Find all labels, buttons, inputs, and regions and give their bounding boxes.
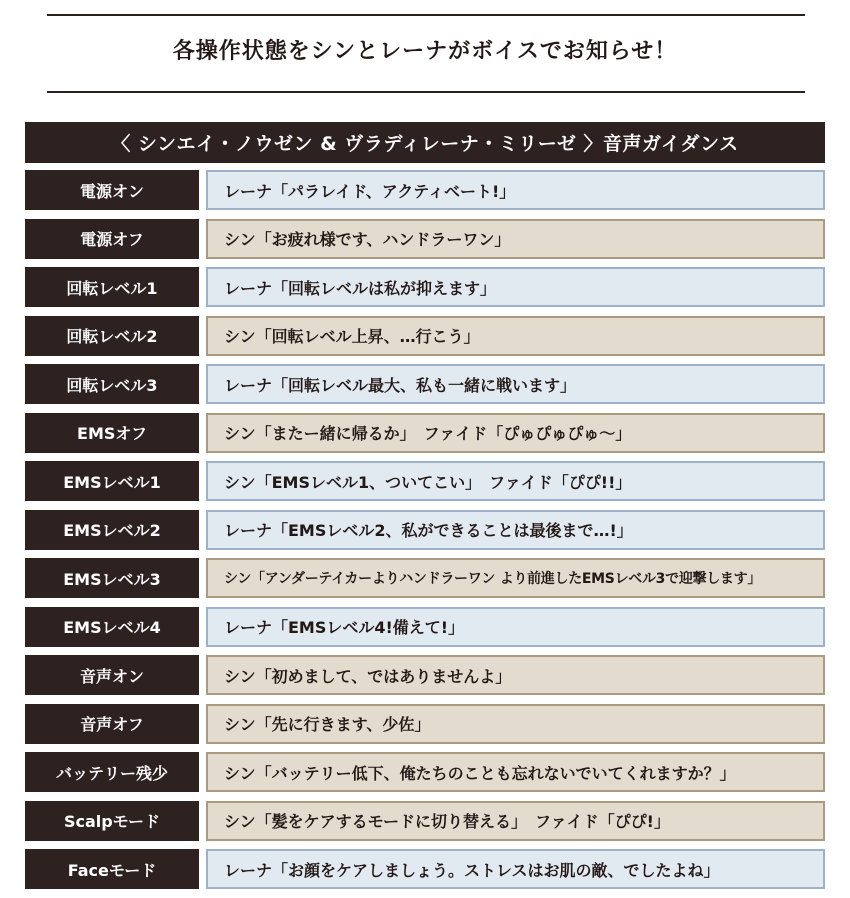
mode-label: EMSレベル4 bbox=[25, 607, 199, 647]
mode-label: 回転レベル1 bbox=[25, 267, 199, 307]
voice-line: シン「またー緒に帰るか」 ファイド「ぴゅぴゅぴゅ～」 bbox=[206, 413, 825, 453]
voice-line: シン「お疲れ様です、ハンドラーワン」 bbox=[206, 219, 825, 259]
mode-label: Faceモード bbox=[25, 849, 199, 889]
table-row bbox=[25, 219, 825, 259]
mode-label: Scalpモード bbox=[25, 801, 199, 841]
bottom-divider bbox=[47, 91, 805, 93]
voice-line: シン「初めまして、ではありませんよ」 bbox=[206, 655, 825, 695]
voice-line: シン「先に行きます、少佐」 bbox=[206, 704, 825, 744]
voice-line: シン「バッテリー低下、俺たちのことも忘れないでいてくれますか？」 bbox=[206, 752, 825, 792]
top-divider bbox=[47, 14, 805, 16]
voice-line: レーナ「パラレイド、アクティベート!」 bbox=[206, 170, 825, 210]
mode-label: EMSレベル3 bbox=[25, 558, 199, 598]
mode-label: バッテリー残少 bbox=[25, 752, 199, 792]
mode-label: EMSレベル1 bbox=[25, 461, 199, 501]
page-heading: 各操作状態をシンとレーナがボイスでお知らせ！ bbox=[172, 39, 678, 64]
table-row bbox=[25, 510, 825, 550]
voice-guidance-banner: 〈 シンエイ・ノウゼン & ヴラディレーナ・ミリーゼ 〉音声ガイダンス bbox=[25, 122, 825, 163]
mode-label: 電源オフ bbox=[25, 219, 199, 259]
voice-line: シン「アンダーテイカーよりハンドラーワン より前進したEMSレベル3で迎撃します」 bbox=[206, 558, 825, 598]
mode-label: EMSレベル2 bbox=[25, 510, 199, 550]
table-row bbox=[25, 413, 825, 453]
voice-line: シン「髪をケアするモードに切り替える」 ファイド「ぴぴ!」 bbox=[206, 801, 825, 841]
voice-line: レーナ「回転レベルは私が抑えます」 bbox=[206, 267, 825, 307]
table-row bbox=[25, 364, 825, 404]
voice-line: レーナ「回転レベル最大、私も一緒に戦います」 bbox=[206, 364, 825, 404]
table-row bbox=[25, 558, 825, 598]
table-row bbox=[25, 849, 825, 889]
voice-line: シン「回転レベル上昇、…行こう」 bbox=[206, 316, 825, 356]
voice-guidance-table bbox=[25, 170, 825, 898]
table-row bbox=[25, 655, 825, 695]
table-row bbox=[25, 704, 825, 744]
mode-label: 音声オフ bbox=[25, 704, 199, 744]
voice-line: レーナ「EMSレベル2、私ができることは最後まで…!」 bbox=[206, 510, 825, 550]
table-row bbox=[25, 752, 825, 792]
mode-label: 回転レベル3 bbox=[25, 364, 199, 404]
voice-line: レーナ「EMSレベル4!備えて!」 bbox=[206, 607, 825, 647]
mode-label: 音声オン bbox=[25, 655, 199, 695]
table-row bbox=[25, 170, 825, 210]
table-row bbox=[25, 461, 825, 501]
mode-label: 回転レベル2 bbox=[25, 316, 199, 356]
table-row bbox=[25, 801, 825, 841]
table-row bbox=[25, 316, 825, 356]
table-row bbox=[25, 607, 825, 647]
voice-line: シン「EMSレベル1、ついてこい」 ファイド「ぴぴ!!」 bbox=[206, 461, 825, 501]
table-row bbox=[25, 267, 825, 307]
mode-label: 電源オン bbox=[25, 170, 199, 210]
voice-line: レーナ「お顔をケアしましょう。ストレスはお肌の敵、でしたよね」 bbox=[206, 849, 825, 889]
mode-label: EMSオフ bbox=[25, 413, 199, 453]
